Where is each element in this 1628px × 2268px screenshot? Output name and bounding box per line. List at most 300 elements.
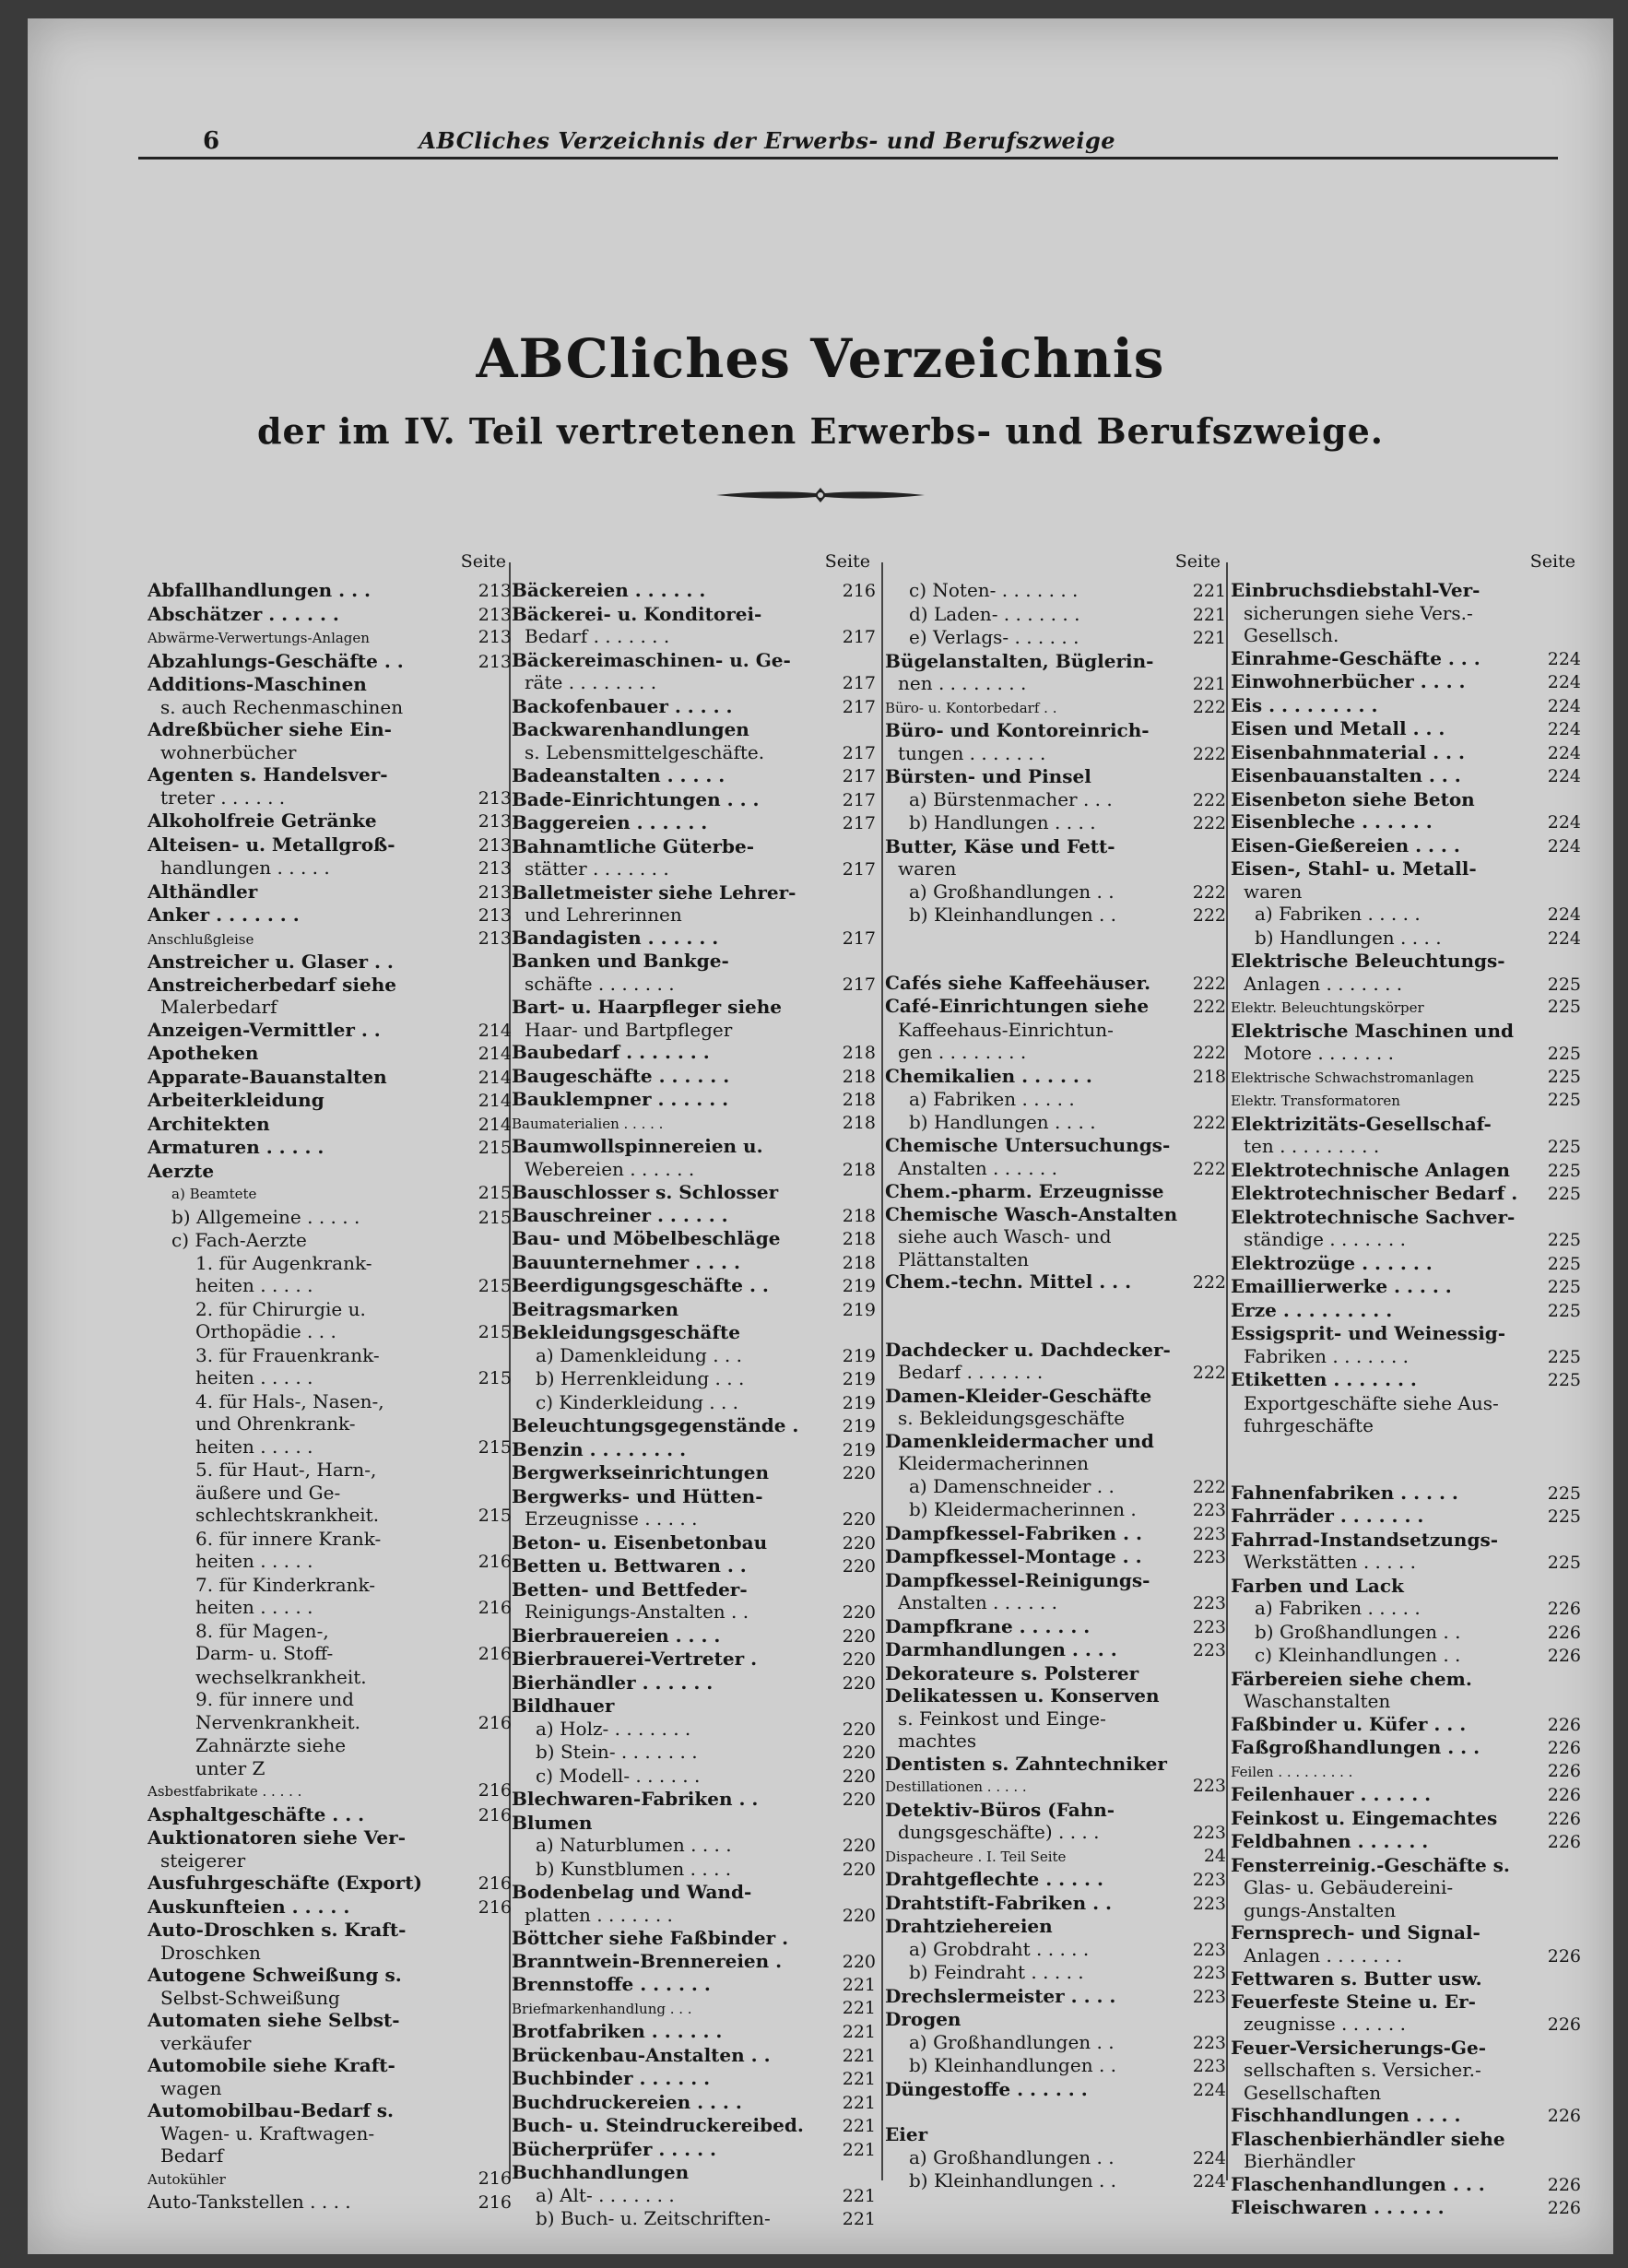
entry-term: Werkstätten . . . . . xyxy=(1244,1551,1417,1573)
index-entry xyxy=(1231,1529,1581,1552)
index-entry xyxy=(147,1182,512,1206)
entry-page: 224 xyxy=(1192,2171,1226,2191)
index-entry xyxy=(1231,2104,1581,2128)
entry-term: Bauschlosser s. Schlosser xyxy=(512,1181,779,1203)
index-entry xyxy=(885,1684,1226,1707)
entry-term: b) Handlungen . . . . xyxy=(909,811,1096,833)
index-entry xyxy=(885,2146,1226,2170)
index-entry xyxy=(885,995,1226,1019)
index-entry xyxy=(147,603,512,627)
entry-page: 224 xyxy=(1547,742,1581,763)
entry-page: 216 xyxy=(478,1873,512,1894)
entry-page: 213 xyxy=(478,651,512,672)
entry-page: 213 xyxy=(478,927,512,949)
index-entry xyxy=(147,1964,512,1987)
index-entry xyxy=(885,1203,1226,1226)
entry-term: Anstalten . . . . . . xyxy=(898,1591,1057,1613)
entry-term: Bahnamtliche Güterbe- xyxy=(512,834,755,857)
index-entry xyxy=(147,1666,512,1689)
entry-term: Automobilbau-Bedarf s. xyxy=(147,2099,395,2121)
index-entry xyxy=(512,695,876,719)
index-entry xyxy=(885,2054,1226,2078)
index-entry xyxy=(512,1858,876,1882)
entry-term: Elektrizitäts-Gesellschaf- xyxy=(1231,1112,1492,1135)
entry-page: 215 xyxy=(478,1368,512,1388)
entry-term: Baumaterialien . . . . . xyxy=(512,1115,664,1132)
index-entry xyxy=(512,1927,876,1950)
entry-term: a) Großhandlungen . . xyxy=(909,2145,1115,2168)
index-entry xyxy=(512,1601,876,1624)
entry-term: zeugnisse . . . . . . xyxy=(1244,2013,1406,2035)
index-entry xyxy=(1231,1345,1581,1369)
index-entry xyxy=(512,1648,876,1671)
entry-term: Drahtstift-Fabriken . . xyxy=(885,1891,1113,1914)
entry-page: 221 xyxy=(842,2022,876,2042)
index-entry xyxy=(1231,764,1581,788)
entry-term: b) Buch- u. Zeitschriften- xyxy=(536,2207,771,2229)
entry-term: Bäckerei- u. Konditorei- xyxy=(512,602,762,625)
entry-term: Beerdigungsgeschäfte . . xyxy=(512,1274,769,1296)
entry-term: Agenten s. Handelsver- xyxy=(147,763,388,786)
index-entry xyxy=(1231,1783,1581,1807)
index-entry xyxy=(1231,903,1581,927)
index-entry xyxy=(885,811,1226,835)
index-entry xyxy=(885,1361,1226,1385)
index-entry xyxy=(512,1973,876,1997)
index-entry xyxy=(147,1757,512,1780)
entry-term: s. auch Rechenmaschinen xyxy=(160,695,404,718)
index-entry xyxy=(1231,1876,1581,1899)
index-entry xyxy=(512,2114,876,2138)
index-entry xyxy=(512,973,876,997)
index-entry xyxy=(512,927,876,951)
index-entry xyxy=(512,1251,876,1275)
entry-term: Buch- u. Steindruckereibed. xyxy=(512,2114,804,2136)
entry-term: a) Beamtete xyxy=(171,1186,257,1202)
entry-page: 223 xyxy=(1192,1893,1226,1914)
index-entry xyxy=(147,880,512,904)
index-entry xyxy=(147,696,512,719)
entry-term: Anstreicherbedarf siehe xyxy=(147,973,396,996)
entry-page: 216 xyxy=(478,2168,512,2189)
index-entry xyxy=(885,1475,1226,1499)
index-entry xyxy=(885,1180,1226,1203)
entry-term: ständige . . . . . . . xyxy=(1244,1228,1406,1250)
entry-term: Dampfkessel-Montage . . xyxy=(885,1545,1142,1567)
entry-page: 221 xyxy=(842,1997,876,2018)
entry-term: Büro- und Kontoreinrich- xyxy=(885,719,1150,741)
entry-page: 220 xyxy=(842,1742,876,1763)
entry-term: Betten- und Bettfeder- xyxy=(512,1577,748,1601)
index-entry xyxy=(512,603,876,626)
index-entry xyxy=(885,1638,1226,1662)
entry-page: 224 xyxy=(1192,2147,1226,2168)
index-entry xyxy=(512,1788,876,1812)
entry-term: Fensterreinig.-Geschäfte s. xyxy=(1231,1853,1510,1876)
entry-term: Abschätzer . . . . . . xyxy=(147,602,339,625)
entry-page: 225 xyxy=(1547,1137,1581,1157)
index-entry xyxy=(1231,880,1581,904)
entry-term: Bau- und Möbelbeschläge xyxy=(512,1227,781,1249)
entry-term: a) Naturblumen . . . . xyxy=(536,1834,732,1856)
entry-term: treter . . . . . . xyxy=(160,786,286,809)
index-entry xyxy=(1231,1597,1581,1621)
entry-page: 214 xyxy=(478,1091,512,1111)
entry-term: Gesellschaften xyxy=(1244,2081,1382,2104)
entry-term: Banken und Bankge- xyxy=(512,950,729,972)
index-entry xyxy=(1231,788,1581,811)
index-entry xyxy=(885,788,1226,812)
entry-term: Einwohnerbücher . . . . xyxy=(1231,670,1466,692)
index-entry xyxy=(1231,624,1581,647)
entry-term: Brotfabriken . . . . . . xyxy=(512,2020,723,2042)
entry-term: Webereien . . . . . . xyxy=(525,1157,695,1180)
entry-term: Fahrräder . . . . . . . xyxy=(1231,1505,1424,1527)
index-entry xyxy=(512,1204,876,1228)
entry-term: heiten . . . . . xyxy=(195,1366,313,1388)
entry-term: Wagen- u. Kraftwagen- xyxy=(160,2121,375,2144)
column-divider xyxy=(1226,562,1228,2180)
ornament-divider-icon xyxy=(714,484,926,506)
index-entry xyxy=(512,1461,876,1485)
index-entry xyxy=(512,950,876,973)
index-entry xyxy=(1231,1505,1581,1529)
index-entry xyxy=(147,1896,512,1920)
entry-term: b) Kleinhandlungen . . xyxy=(909,2169,1117,2191)
index-entry xyxy=(1231,1644,1581,1668)
index-entry xyxy=(885,1799,1226,1822)
entry-term: Haar- und Bartpfleger xyxy=(525,1018,733,1041)
entry-page: 221 xyxy=(842,2045,876,2066)
entry-page: 225 xyxy=(1547,1090,1581,1110)
index-entry xyxy=(1231,1322,1581,1345)
entry-term: Chem.-pharm. Erzeugnisse xyxy=(885,1180,1164,1202)
index-entry xyxy=(1231,2037,1581,2060)
index-entry xyxy=(1231,1368,1581,1392)
entry-page: 221 xyxy=(1192,628,1226,648)
entry-term: heiten . . . . . xyxy=(195,1274,313,1296)
index-entry xyxy=(512,904,876,927)
entry-term: Eisenbleche . . . . . . xyxy=(1231,810,1433,833)
entry-term: Kaffeehaus-Einrichtun- xyxy=(898,1018,1114,1041)
entry-term: Fahrrad-Instandsetzungs- xyxy=(1231,1528,1499,1551)
index-entry xyxy=(147,1066,512,1090)
entry-term: c) Noten- . . . . . . . xyxy=(909,579,1079,601)
index-entry xyxy=(885,1892,1226,1916)
entry-page: 221 xyxy=(842,2139,876,2160)
entry-term: Bäckereien . . . . . . xyxy=(512,579,706,601)
entry-page: 226 xyxy=(1547,1622,1581,1643)
entry-page: 214 xyxy=(478,1114,512,1135)
index-entry xyxy=(885,765,1226,788)
index-entry xyxy=(147,1574,512,1597)
entry-term: Orthopädie . . . xyxy=(195,1320,336,1342)
entry-term: c) Kinderkleidung . . . xyxy=(536,1390,739,1413)
page-subtitle: der im IV. Teil vertretenen Erwerbs- und Berufszweige. xyxy=(256,410,1385,452)
entry-page: 219 xyxy=(842,1299,876,1320)
entry-term: Chem.-techn. Mittel . . . xyxy=(885,1270,1132,1293)
entry-page: 217 xyxy=(842,673,876,693)
index-entry xyxy=(512,1088,876,1112)
entry-page: 222 xyxy=(1192,1476,1226,1497)
index-entry xyxy=(512,1321,876,1344)
index-entry xyxy=(147,1482,512,1505)
entry-term: ten . . . . . . . . . xyxy=(1244,1135,1380,1157)
index-entry xyxy=(147,1160,512,1183)
entry-page: 213 xyxy=(478,881,512,903)
entry-term: nen . . . . . . . . xyxy=(898,672,1027,694)
index-entry xyxy=(512,1904,876,1928)
entry-page: 219 xyxy=(842,1276,876,1296)
section-gap xyxy=(885,2101,1226,2123)
entry-term: Fernsprech- und Signal- xyxy=(1231,1921,1481,1943)
entry-term: Auto-Tankstellen . . . . xyxy=(147,2191,351,2213)
entry-page: 213 xyxy=(478,811,512,832)
entry-term: c) Kleinhandlungen . . xyxy=(1255,1644,1461,1666)
index-entry xyxy=(1231,1228,1581,1252)
index-entry xyxy=(147,1550,512,1574)
entry-term: Anschlußgleise xyxy=(147,930,254,948)
index-entry xyxy=(1231,579,1581,602)
index-entry xyxy=(885,1569,1226,1592)
index-entry xyxy=(1231,1020,1581,1043)
entry-page: 216 xyxy=(478,1598,512,1618)
entry-page: 218 xyxy=(1192,1066,1226,1087)
index-entry xyxy=(147,1274,512,1298)
entry-term: Bierbrauereien . . . . xyxy=(512,1624,721,1647)
entry-term: 7. für Kinderkrank- xyxy=(195,1573,376,1596)
index-entry xyxy=(1231,741,1581,765)
index-entry xyxy=(1231,857,1581,880)
index-entry xyxy=(147,1344,512,1367)
entry-page: 222 xyxy=(1192,905,1226,926)
entry-page: 218 xyxy=(842,1043,876,1063)
entry-term: Backwarenhandlungen xyxy=(512,718,749,740)
entry-term: 1. für Augenkrank- xyxy=(195,1251,372,1274)
index-entry xyxy=(885,1225,1226,1248)
index-entry xyxy=(147,1435,512,1459)
entry-page: 224 xyxy=(1547,927,1581,949)
index-entry xyxy=(512,1019,876,1042)
entry-term: 6. für innere Krank- xyxy=(195,1527,382,1550)
entry-term: Bürsten- und Pinsel xyxy=(885,765,1091,787)
entry-term: Additions-Maschinen xyxy=(147,673,367,695)
index-entry xyxy=(885,1775,1226,1799)
seite-label: Seite xyxy=(1174,551,1221,572)
entry-term: Essigsprit- und Weinessig- xyxy=(1231,1322,1506,1344)
index-entry xyxy=(512,579,876,603)
entry-term: b) Handlungen . . . . xyxy=(909,1110,1096,1133)
index-entry xyxy=(512,1718,876,1742)
entry-page: 225 xyxy=(1547,1044,1581,1064)
index-entry xyxy=(147,1919,512,1942)
entry-term: Brückenbau-Anstalten . . xyxy=(512,2043,771,2066)
index-entry xyxy=(1231,834,1581,858)
entry-term: Bergwerks- und Hütten- xyxy=(512,1484,763,1507)
entry-page: 218 xyxy=(842,1090,876,1110)
entry-term: Beleuchtungsgegenstände . xyxy=(512,1414,799,1436)
index-entry xyxy=(885,672,1226,696)
entry-term: räte . . . . . . . . xyxy=(525,671,657,693)
index-entry xyxy=(1231,1206,1581,1229)
entry-page: 226 xyxy=(1547,2106,1581,2126)
index-entry xyxy=(512,2184,876,2208)
entry-page: 223 xyxy=(1192,2032,1226,2053)
entry-page: 226 xyxy=(1547,1945,1581,1967)
entry-page: 224 xyxy=(1547,672,1581,692)
entry-page: 221 xyxy=(842,1975,876,1995)
entry-page: 222 xyxy=(1192,789,1226,810)
entry-page: 217 xyxy=(842,742,876,763)
entry-page: 216 xyxy=(478,1804,512,1825)
entry-term: Bauklempner . . . . . . xyxy=(512,1088,729,1110)
entry-term: b) Stein- . . . . . . . xyxy=(536,1741,698,1763)
index-entry xyxy=(147,1366,512,1390)
index-entry xyxy=(1231,1392,1581,1415)
entry-term: Beitragsmarken xyxy=(512,1297,678,1320)
section-gap xyxy=(1231,1437,1581,1459)
page-number: 6 xyxy=(203,127,220,155)
index-entry xyxy=(147,1826,512,1849)
entry-term: Briefmarkenhandlung . . . xyxy=(512,2000,692,2017)
entry-page: 224 xyxy=(1547,766,1581,786)
entry-term: Ausfuhrgeschäfte (Export) xyxy=(147,1872,422,1894)
entry-term: Fahnenfabriken . . . . . xyxy=(1231,1481,1458,1504)
index-entry xyxy=(1231,1275,1581,1299)
index-entry xyxy=(885,1730,1226,1753)
entry-page: 222 xyxy=(1192,743,1226,764)
index-entry xyxy=(147,951,512,974)
entry-term: Darm- u. Stoff- xyxy=(195,1642,334,1664)
index-entry xyxy=(1231,1690,1581,1713)
index-entry xyxy=(885,1753,1226,1776)
index-entry xyxy=(147,1849,512,1872)
entry-term: b) Feindraht . . . . . xyxy=(909,1961,1084,1983)
index-entry xyxy=(1231,1414,1581,1437)
entry-page: 226 xyxy=(1547,1832,1581,1852)
index-entry xyxy=(512,788,876,812)
entry-page: 222 xyxy=(1192,696,1226,717)
entry-page: 225 xyxy=(1547,1553,1581,1573)
entry-term: Destillationen . . . . . xyxy=(885,1778,1027,1795)
index-entry xyxy=(1231,1736,1581,1760)
index-entry xyxy=(885,972,1226,996)
index-entry xyxy=(885,719,1226,742)
index-entry xyxy=(147,2054,512,2077)
index-entry xyxy=(147,650,512,674)
index-entry xyxy=(1231,1621,1581,1645)
index-entry xyxy=(1231,1575,1581,1598)
entry-term: 8. für Magen-, xyxy=(195,1619,329,1642)
index-entry xyxy=(512,1391,876,1415)
index-entry xyxy=(885,1157,1226,1181)
index-entry xyxy=(1231,1089,1581,1113)
entry-term: Abfallhandlungen . . . xyxy=(147,579,371,601)
entry-term: Anstreicher u. Glaser . . xyxy=(147,951,394,973)
index-entry xyxy=(885,1591,1226,1615)
index-entry xyxy=(1231,1990,1581,2014)
index-entry xyxy=(1231,2196,1581,2220)
entry-term: a) Damenkleidung . . . xyxy=(536,1343,742,1366)
index-entry xyxy=(885,1248,1226,1271)
entry-page: 220 xyxy=(842,1625,876,1647)
entry-term: Blumen xyxy=(512,1811,593,1834)
index-entry xyxy=(885,1339,1226,1362)
entry-term: Feldbahnen . . . . . . xyxy=(1231,1830,1429,1852)
index-entry xyxy=(885,1452,1226,1475)
section-gap xyxy=(885,927,1226,950)
entry-page: 223 xyxy=(1192,1640,1226,1660)
index-entry xyxy=(512,1438,876,1462)
index-entry xyxy=(147,1412,512,1435)
entry-term: Drahtgeflechte . . . . . xyxy=(885,1868,1103,1890)
entry-term: a) Alt- . . . . . . . xyxy=(536,2183,675,2206)
entry-page: 225 xyxy=(1547,1346,1581,1367)
entry-term: Bierbrauerei-Vertreter . xyxy=(512,1648,758,1670)
entry-page: 214 xyxy=(478,1020,512,1041)
entry-page: 220 xyxy=(842,1790,876,1810)
index-entry xyxy=(512,2044,876,2068)
entry-page: 224 xyxy=(1547,695,1581,716)
entry-page: 220 xyxy=(842,1719,876,1740)
entry-term: Elektrotechnische Sachver- xyxy=(1231,1205,1516,1228)
entry-page: 221 xyxy=(1192,604,1226,625)
index-entry xyxy=(1231,647,1581,671)
entry-term: schäfte . . . . . . . xyxy=(525,972,675,995)
index-entry xyxy=(1231,602,1581,625)
entry-page: 220 xyxy=(842,1766,876,1787)
entry-term: b) Allgemeine . . . . . xyxy=(171,1205,360,1228)
entry-term: fuhrgeschäfte xyxy=(1244,1414,1374,1436)
index-entry xyxy=(147,1987,512,2010)
entry-term: Glas- u. Gebäudereini- xyxy=(1244,1876,1454,1898)
entry-page: 213 xyxy=(478,905,512,926)
entry-term: Baugeschäfte . . . . . . xyxy=(512,1064,730,1087)
entry-term: Nervenkrankheit. xyxy=(195,1710,361,1733)
entry-page: 218 xyxy=(842,1229,876,1249)
index-entry xyxy=(885,1134,1226,1157)
index-entry xyxy=(147,1252,512,1275)
entry-term: Anlagen . . . . . . . xyxy=(1244,1943,1403,1967)
entry-term: Drogen xyxy=(885,2008,961,2030)
entry-page: 216 xyxy=(478,1712,512,1733)
entry-term: Blechwaren-Fabriken . . xyxy=(512,1788,759,1810)
entry-term: Auto-Droschken s. Kraft- xyxy=(147,1919,407,1941)
entry-term: Fettwaren s. Butter usw. xyxy=(1231,1967,1482,1990)
entry-page: 224 xyxy=(1547,719,1581,739)
entry-term: Adreßbücher siehe Ein- xyxy=(147,718,392,740)
index-entry xyxy=(1231,1944,1581,1968)
entry-term: Flaschenbierhändler siehe xyxy=(1231,2127,1505,2150)
entry-term: sicherungen siehe Vers.- xyxy=(1244,601,1473,624)
entry-term: b) Handlungen . . . . xyxy=(1255,926,1442,949)
entry-page: 24 xyxy=(1203,1845,1226,1866)
entry-term: Asbestfabrikate . . . . . xyxy=(147,1783,302,1800)
entry-page: 216 xyxy=(478,1896,512,1918)
entry-term: Aerzte xyxy=(147,1159,215,1182)
entry-term: Anker . . . . . . . xyxy=(147,904,300,926)
entry-page: 226 xyxy=(1547,2174,1581,2195)
entry-page: 216 xyxy=(478,1780,512,1801)
index-entry xyxy=(512,1997,876,2021)
index-entry xyxy=(512,811,876,835)
index-entry xyxy=(147,1688,512,1711)
index-entry xyxy=(885,2078,1226,2102)
entry-term: Gesellsch. xyxy=(1244,624,1339,646)
entry-page: 226 xyxy=(1547,2198,1581,2218)
entry-page: 221 xyxy=(842,2185,876,2206)
index-entry xyxy=(1231,1854,1581,1877)
